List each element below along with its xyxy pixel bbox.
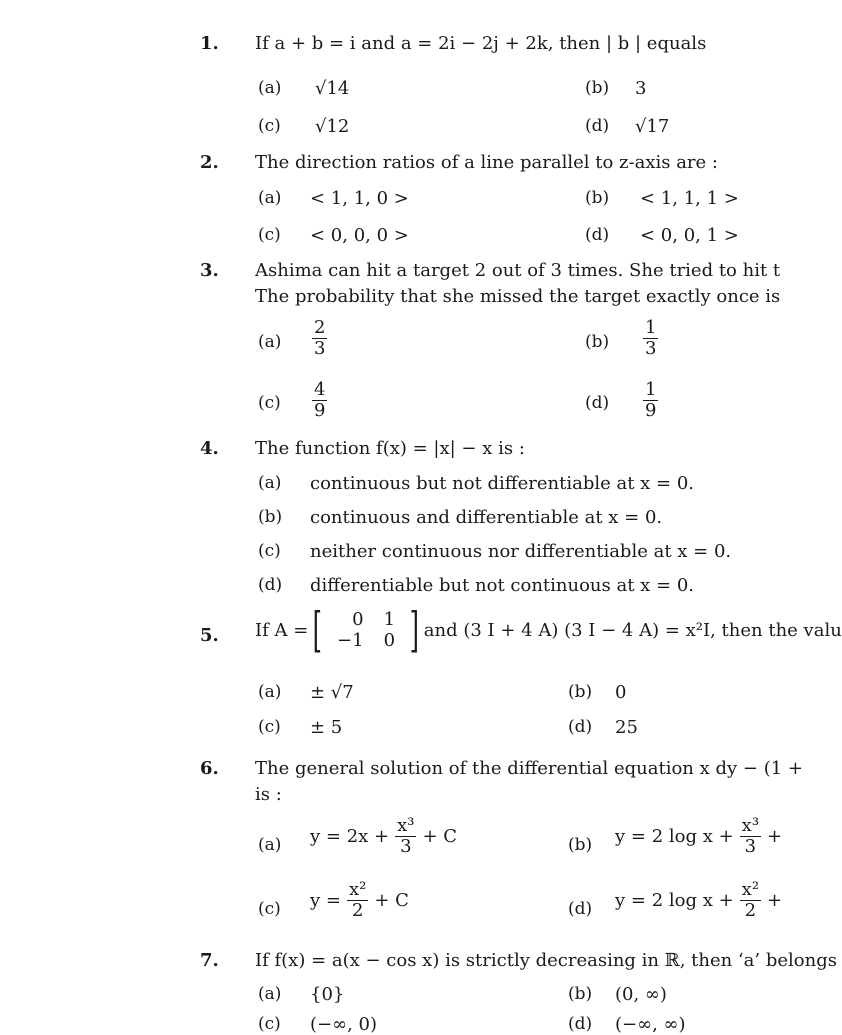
right-bracket: ] xyxy=(409,602,420,658)
option-label: (b) xyxy=(258,507,283,527)
option-label: (c) xyxy=(258,541,281,561)
option-value xyxy=(312,318,327,359)
expr-post: + C xyxy=(374,889,409,911)
question-number: 5. xyxy=(200,625,219,646)
option-value: neither continuous nor differentiable at x = 0. xyxy=(310,541,732,562)
question-number: 6. xyxy=(200,758,219,779)
question-text: Ashima can hit a target 2 out of 3 times. She tried to hit t xyxy=(255,260,781,281)
question-number: 2. xyxy=(200,152,219,173)
question-text: is : xyxy=(255,784,282,805)
matrix xyxy=(308,602,423,658)
option-value xyxy=(312,380,327,421)
expr-pre: y = 2 log x + xyxy=(615,889,734,911)
option-value: (−∞, 0) xyxy=(310,1014,378,1035)
question-text: The probability that she missed the target exactly once is xyxy=(255,286,781,307)
expr-post: + xyxy=(767,825,783,847)
option-label: (c) xyxy=(258,1014,281,1034)
question-text: If f(x) = a(x − cos x) is strictly decreasing in ℝ, then ‘a’ belongs xyxy=(255,950,837,971)
question-number: 1. xyxy=(200,33,219,54)
option-label: (b) xyxy=(585,332,610,352)
matrix-cell: 0 xyxy=(352,609,364,630)
option-value: < 1, 1, 0 > xyxy=(310,188,409,209)
option-value xyxy=(310,880,409,921)
fraction: $\frac{\text{x²}}{2}$ xyxy=(741,879,760,921)
option-label: (c) xyxy=(258,899,281,919)
option-label: (d) xyxy=(585,393,610,413)
option-label: (d) xyxy=(568,717,593,737)
option-value: ± 5 xyxy=(310,717,343,738)
option-label: (c) xyxy=(258,717,281,737)
option-label: (b) xyxy=(568,682,593,702)
fraction: $\frac{1}{3}$ xyxy=(645,317,657,359)
question-text: If a + b = i and a = 2i − 2j + 2k, then | b | equals xyxy=(255,33,707,54)
option-value: 3 xyxy=(635,78,647,99)
option-label: (d) xyxy=(258,575,283,595)
fraction: $\frac{4}{9}$ xyxy=(314,379,326,421)
matrix-grid xyxy=(327,609,405,651)
expr-pre: y = 2x + xyxy=(310,825,390,847)
option-value xyxy=(615,880,782,921)
expr-pre: y = 2 log x + xyxy=(615,825,734,847)
question-text: The general solution of the differential equation x dy − (1 + xyxy=(255,758,803,779)
option-value: (−∞, ∞) xyxy=(615,1014,686,1035)
option-value: √14 xyxy=(315,78,350,99)
option-value: < 0, 0, 0 > xyxy=(310,225,409,246)
fraction: $\frac{\text{x³}}{3}$ xyxy=(397,815,415,857)
option-label: (d) xyxy=(568,1014,593,1034)
option-label: (a) xyxy=(258,984,282,1004)
option-label: (c) xyxy=(258,393,281,413)
option-value: √17 xyxy=(635,116,670,137)
option-label: (a) xyxy=(258,332,282,352)
option-label: (b) xyxy=(585,188,610,208)
option-value: differentiable but not continuous at x = 0. xyxy=(310,575,695,596)
option-value: continuous but not differentiable at x = 0. xyxy=(310,473,695,494)
option-value: continuous and differentiable at x = 0. xyxy=(310,507,663,528)
option-value: 25 xyxy=(615,717,638,738)
option-value xyxy=(643,380,658,421)
option-label: (b) xyxy=(568,984,593,1004)
option-value: < 1, 1, 1 > xyxy=(640,188,739,209)
fraction: $\frac{\text{x³}}{3}$ xyxy=(741,815,760,857)
option-label: (b) xyxy=(585,78,610,98)
option-value: < 0, 0, 1 > xyxy=(640,225,739,246)
expr-post: + xyxy=(767,889,783,911)
option-value xyxy=(643,318,658,359)
option-value xyxy=(310,816,457,857)
matrix-cell: 1 xyxy=(383,609,396,630)
option-label: (b) xyxy=(568,835,593,855)
option-label: (a) xyxy=(258,682,282,702)
option-label: (d) xyxy=(568,899,593,919)
question-text-pre: If A = xyxy=(255,619,309,641)
question-number: 3. xyxy=(200,260,219,281)
expr-pre: y = xyxy=(310,889,341,911)
fraction: $\frac{1}{9}$ xyxy=(645,379,657,421)
option-value: 0 xyxy=(615,682,627,703)
option-value: (0, ∞) xyxy=(615,984,667,1005)
option-label: (d) xyxy=(585,225,610,245)
question-number: 7. xyxy=(200,950,219,971)
matrix-cell: −1 xyxy=(337,630,364,651)
fraction: $\frac{\text{x²}}{2}$ xyxy=(348,879,367,921)
expr-post: + C xyxy=(422,825,458,847)
option-value xyxy=(615,816,782,857)
question-text: The function f(x) = |x| − x is : xyxy=(255,438,525,459)
matrix-cell: 0 xyxy=(383,630,396,651)
option-label: (a) xyxy=(258,78,282,98)
option-label: (c) xyxy=(258,225,281,245)
question-text: The direction ratios of a line parallel to z-axis are : xyxy=(255,152,718,173)
question-text-post: and (3 I + 4 A) (3 I − 4 A) = x²I, then the valu xyxy=(423,619,842,641)
fraction: $\frac{2}{3}$ xyxy=(314,317,326,359)
option-label: (a) xyxy=(258,835,282,855)
left-bracket: [ xyxy=(312,602,323,658)
option-value: ± √7 xyxy=(310,682,354,703)
question-number: 4. xyxy=(200,438,219,459)
option-label: (d) xyxy=(585,116,610,136)
option-label: (a) xyxy=(258,473,282,493)
question-text xyxy=(255,602,842,658)
option-label: (c) xyxy=(258,116,281,136)
option-value: √12 xyxy=(315,116,350,137)
option-label: (a) xyxy=(258,188,282,208)
option-value: {0} xyxy=(310,984,345,1005)
